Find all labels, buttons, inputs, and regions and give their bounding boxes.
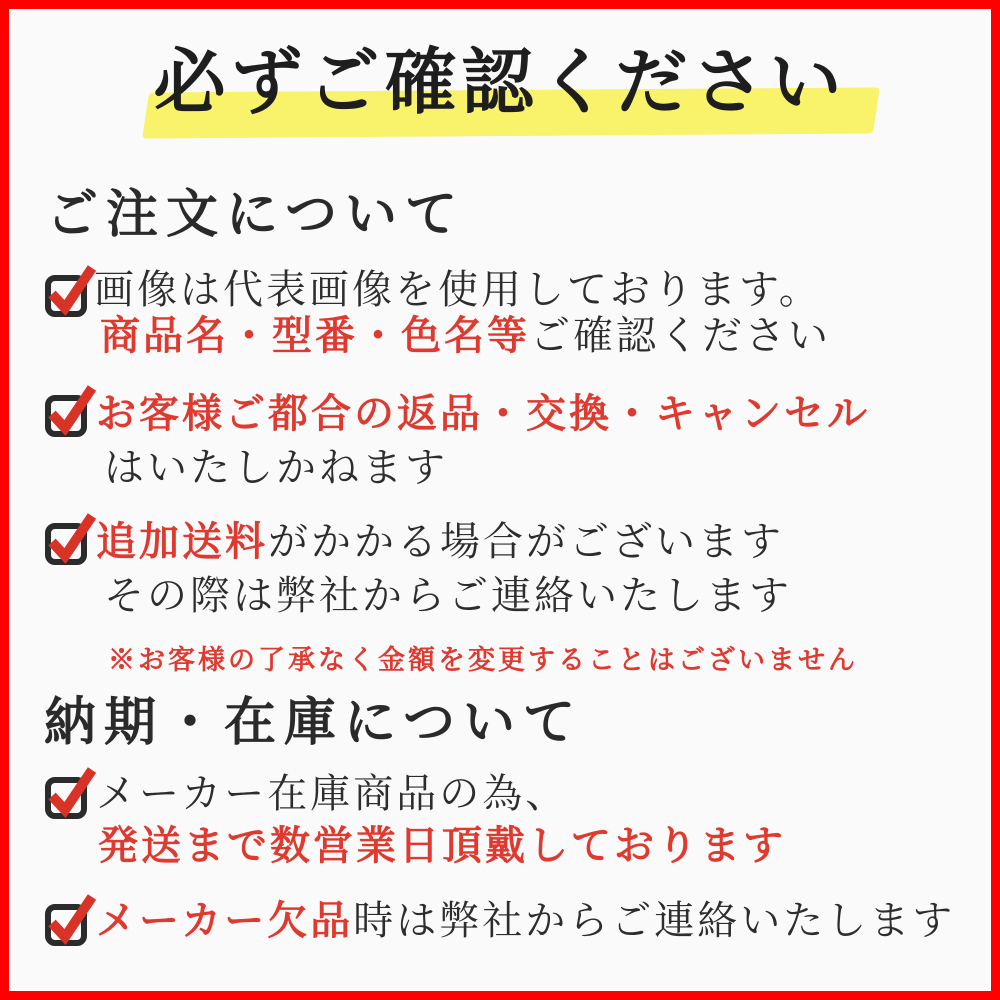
item-line (100, 314, 831, 357)
note-text: ※お客様の了承なく金額を変更することはございません (108, 645, 858, 675)
item-line (96, 899, 955, 942)
item-text: 時は弊社からご連絡いたします (353, 898, 956, 943)
item-text: がかかる場合がございます (268, 519, 784, 564)
item-text: ご確認ください (530, 313, 831, 358)
section-heading-stock: 納期・在庫について (44, 695, 583, 752)
page-title: 必ずご確認ください (153, 43, 847, 123)
item-text-emphasis: 商品名・型番・色名等 (100, 313, 530, 358)
item-line (104, 446, 448, 489)
checkbox-checked-icon (44, 762, 98, 820)
section-heading-order: ご注文について (46, 187, 465, 244)
item-line (96, 520, 784, 563)
item-text-emphasis: メーカー欠品 (96, 898, 354, 943)
item-note (108, 634, 858, 677)
item-line (98, 824, 786, 867)
checkbox-checked-icon (44, 508, 98, 566)
item-line (96, 772, 568, 815)
item-text: 画像は代表画像を使用しております。 (94, 267, 822, 312)
item-text-emphasis: 発送まで数営業日頂戴しております (98, 823, 786, 868)
checkbox-checked-icon (44, 260, 98, 318)
checkbox-checked-icon (44, 380, 98, 438)
item-text-emphasis: 追加送料 (96, 519, 268, 564)
checkbox-checked-icon (44, 889, 98, 947)
item-line (96, 392, 870, 435)
item-text-emphasis: お客様ご都合の返品・交換・キャンセル (96, 391, 870, 436)
item-line (104, 574, 792, 617)
item-text: その際は弊社からご連絡いたします (104, 573, 792, 618)
item-text: はいたしかねます (104, 445, 448, 490)
item-text: メーカー在庫商品の為、 (96, 771, 569, 816)
item-line (94, 268, 822, 311)
